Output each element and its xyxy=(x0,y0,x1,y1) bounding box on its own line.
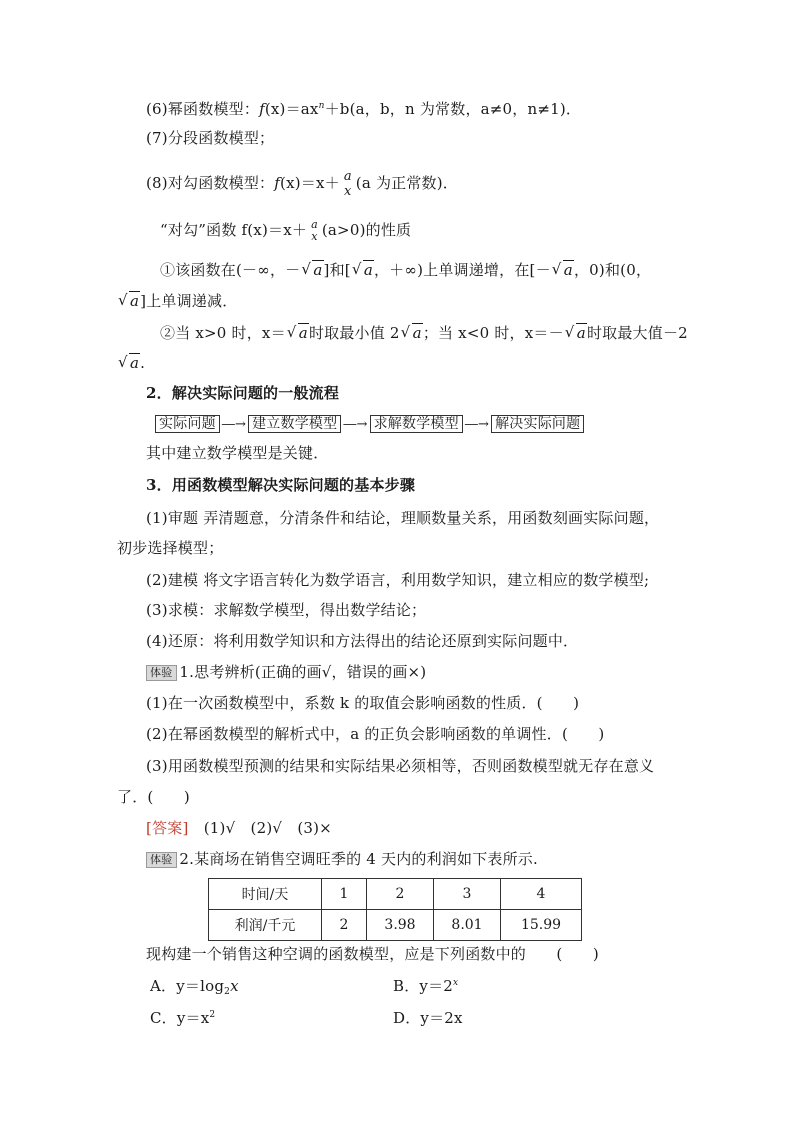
section-3-title: 3．用函数模型解决实际问题的基本步骤 xyxy=(146,476,416,494)
option-d: D．y＝2x xyxy=(393,1009,463,1027)
fraction-a-over-x: a x xyxy=(343,169,352,199)
answer-text: (1)√ (2)√ (3)× xyxy=(203,819,332,837)
flow-step-4: 解决实际问题 xyxy=(491,415,584,433)
fraction-a-over-x: a x xyxy=(311,218,318,243)
table-header-cell: 时间/天 xyxy=(209,879,322,910)
step-1: (1)审题 弄清题意，分清条件和结论，理顺数量关系，用函数刻画实际问题， xyxy=(146,509,660,527)
table-cell: 15.99 xyxy=(501,910,582,941)
sqrt-a: √ a xyxy=(552,260,574,280)
table-cell: 2 xyxy=(322,910,367,941)
table-cell: 3.98 xyxy=(367,910,434,941)
table-cell: 4 xyxy=(501,879,582,910)
answer-label: [答案] xyxy=(146,819,189,837)
table-cell: 2 xyxy=(367,879,434,910)
sqrt-a: √ a xyxy=(118,353,140,373)
step-4: (4)还原：将利用数学知识和方法得出的结论还原到实际问题中． xyxy=(146,632,579,650)
table-cell: 3 xyxy=(434,879,501,910)
sqrt-a: √ a xyxy=(301,260,323,280)
exercise-2-title: 体验 2.某商场在销售空调旺季的 4 天内的利润如下表所示. xyxy=(146,849,538,869)
model-6-power-function: (6)幂函数模型：$f(x)=ax^n+b(a$，b，n 为常数，a≠0，n≠1)． xyxy=(146,100,582,118)
sqrt-a: √ a xyxy=(118,291,140,311)
flow-step-2: 建立数学模型 xyxy=(248,415,341,433)
table-cell: 1 xyxy=(322,879,367,910)
flow-step-3: 求解数学模型 xyxy=(370,415,463,433)
sqrt-a: √ a xyxy=(401,323,423,343)
table-header-cell: 利润/千元 xyxy=(209,910,322,941)
table-cell: 8.01 xyxy=(434,910,501,941)
step-2: (2)建模 将文字语言转化为数学语言，利用数学知识，建立相应的数学模型; xyxy=(146,571,650,589)
sqrt-a: √ a xyxy=(352,260,374,280)
tiyan-tag: 体验 xyxy=(146,852,177,868)
flow-arrow-icon: ―→ xyxy=(343,417,368,432)
tiyan-tag: 体验 xyxy=(146,665,177,681)
model-8-hook-function: (8)对勾函数模型：f(x)＝x＋ a x (a 为正常数)． xyxy=(146,169,459,199)
step-1-cont: 初步选择模型； xyxy=(117,539,224,557)
exercise-1-item-3-cont: 了．( ) xyxy=(117,788,190,806)
answer-line xyxy=(146,818,332,838)
exercise-1-title: 体验 1.思考辨析(正确的画√，错误的画×) xyxy=(146,662,426,682)
flow-arrow-icon: ―→ xyxy=(221,417,247,432)
table-row xyxy=(209,879,582,910)
property-2-cont: √ a. xyxy=(117,353,145,373)
sqrt-a: √ a xyxy=(565,323,587,343)
option-a: A．$y=\log_2x$ xyxy=(150,977,239,997)
sqrt-a: √ a xyxy=(287,323,309,343)
hook-function-heading: “对勾”函数 f(x)＝x＋ a x (a>0)的性质 xyxy=(160,218,412,243)
flow-arrow-icon: ―→ xyxy=(464,417,490,432)
flowchart xyxy=(155,413,584,435)
property-1: ①该函数在(－∞，－√ a]和[√ a，＋∞)上单调递增，在[－√ a，0)和(0， xyxy=(160,260,651,280)
flow-note: 其中建立数学模型是关键． xyxy=(146,444,329,462)
property-2: ②当 x>0 时，x＝√ a时取最小值 2√ a；当 x<0 时，x＝－√ a时取最大值－2 xyxy=(160,323,688,343)
exercise-1-item-2: (2)在幂函数模型的解析式中，a 的正负会影响函数的单调性．( ) xyxy=(146,725,605,743)
option-c: C．$y=x^2$ xyxy=(150,1009,216,1027)
profit-table xyxy=(208,878,582,941)
option-b: B．$y=2^x$ xyxy=(393,977,459,995)
exercise-1-item-1: (1)在一次函数模型中，系数 k 的取值会影响函数的性质．( ) xyxy=(146,694,580,712)
table-row xyxy=(209,910,582,941)
step-3: (3)求模：求解数学模型，得出数学结论； xyxy=(146,601,427,619)
section-2-title: 2．解决实际问题的一般流程 xyxy=(146,384,340,402)
exercise-2-question: 现构建一个销售这种空调的函数模型，应是下列函数中的 ( ) xyxy=(146,945,599,963)
exercise-1-item-3: (3)用函数模型预测的结果和实际结果必须相等，否则函数模型就无存在意义 xyxy=(146,757,655,775)
flow-step-1: 实际问题 xyxy=(155,415,220,433)
model-7-piecewise: (7)分段函数模型； xyxy=(146,129,275,147)
property-1-cont: √ a]上单调递减． xyxy=(117,291,237,311)
